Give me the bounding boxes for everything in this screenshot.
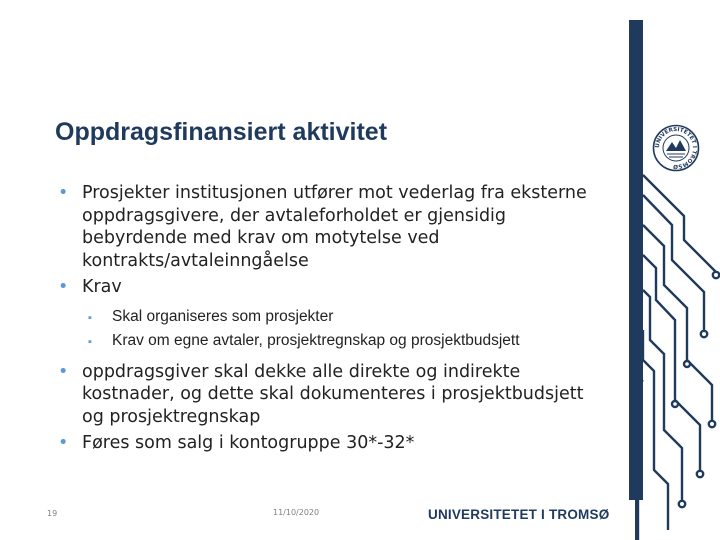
sub-bullet-text: Krav om egne avtaler, prosjektregnskap og prosjektbudsjett (112, 331, 520, 349)
bullet-glyph: • (58, 433, 69, 453)
sub-bullet-list (55, 307, 600, 351)
slide-date: 11/10/2020 (273, 508, 320, 517)
sub-bullet-glyph: ▪ (88, 311, 92, 324)
bullet-glyph: • (58, 277, 69, 297)
bullet-glyph: • (58, 361, 69, 382)
sub-bullet-text: Skal organiseres som prosjekter (112, 307, 334, 325)
university-wordmark (428, 507, 636, 522)
slide-number: 19 (47, 509, 58, 518)
bullet-text: Prosjekter institusjonen utfører mot vederlag fra eksterne oppdragsgivere, der avtaleforholdet er gjensidig bebyrdende med krav om motytelse ved kontrakts/avtaleinngåelse (82, 183, 587, 271)
slide-title: Oppdragsfinansiert aktivitet (55, 118, 388, 146)
university-name: UNIVERSITETET I TROMSØ (428, 507, 610, 522)
bullet-text: Krav (82, 277, 122, 297)
sub-bullet-glyph: ▪ (88, 335, 92, 348)
bullet-item (55, 182, 600, 272)
sub-bullet-item (55, 331, 600, 351)
sub-bullet-item (55, 307, 600, 327)
bullet-text: oppdragsgiver skal dekke alle direkte og indirekte kostnader, og dette skal dokumenteres i prosjektbudsjett og prosjektregnskap (82, 361, 584, 427)
bullet-glyph: • (58, 183, 69, 203)
circuit-graphic-sidebar (612, 0, 720, 540)
bullet-item (55, 276, 600, 299)
university-seal-icon (652, 124, 700, 172)
bullet-list (55, 182, 600, 459)
bullet-item (55, 361, 600, 429)
bullet-text: Føres som salg i kontogruppe 30*-32* (82, 433, 415, 453)
seal-text: UNIVERSITETET I TROMSØ (654, 126, 698, 170)
bullet-item (55, 432, 600, 455)
